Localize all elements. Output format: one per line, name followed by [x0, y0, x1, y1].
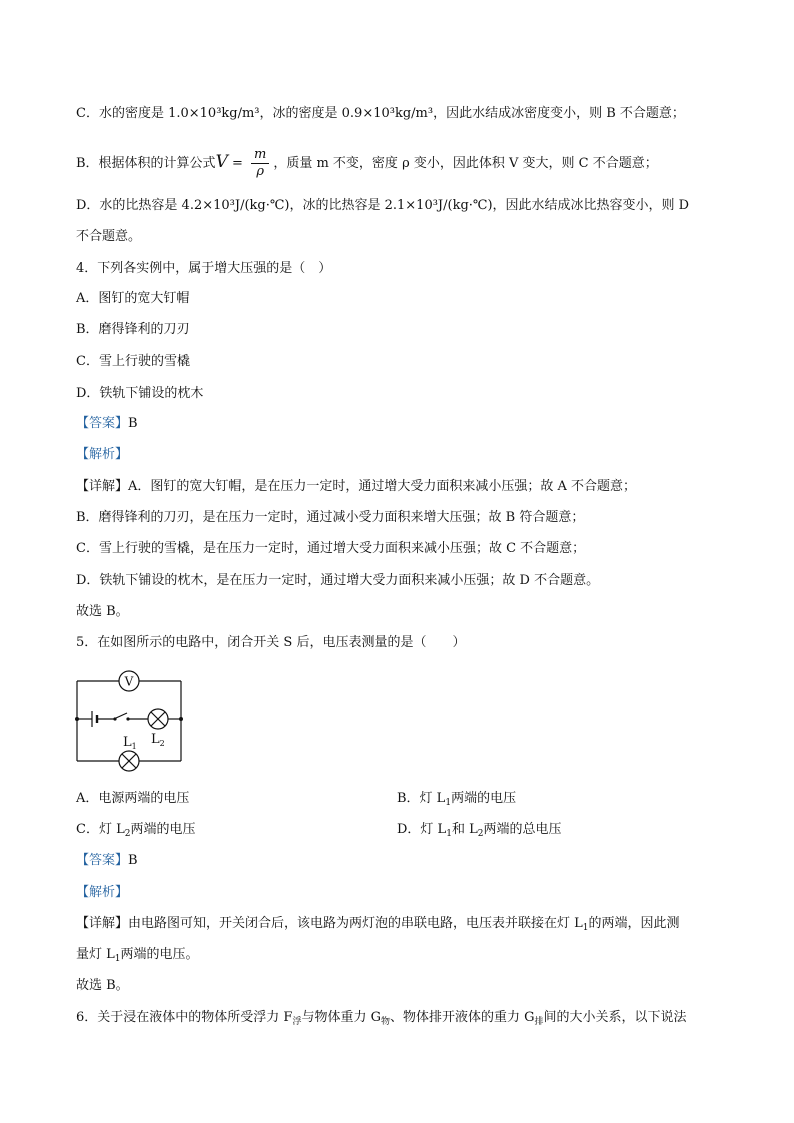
q4-option-a: A．图钉的宽大钉帽 — [76, 291, 190, 306]
lamp-l1-icon — [119, 751, 139, 771]
q6-stem: 6．关于浸在液体中的物体所受浮力 $F_浮$与物体重力 $G_物$、物体排开液体的重力 $G_排$间的大小关系，以下说法 — [76, 1010, 687, 1027]
q5-answer: 【答案】B — [76, 853, 138, 868]
voltmeter-label: V — [124, 674, 134, 689]
detail-label: 【详解】 — [76, 916, 129, 931]
detail-label: 【详解】 — [76, 479, 129, 494]
answer-label: 【答案】 — [76, 416, 129, 431]
q4-option-d: D．铁轨下铺设的枕木 — [76, 386, 204, 401]
q5-stem: 5．在如图所示的电路中，闭合开关 S 后，电压表测量的是（ ） — [76, 635, 466, 650]
q4-analysis-label: 【解析】 — [76, 447, 129, 462]
q3-option-d-line2: 不合题意。 — [76, 229, 142, 244]
q4-detail-c: C．雪上行驶的雪橇，是在压力一定时，通过增大受力面积来减小压强；故 C 不合题意； — [76, 541, 586, 556]
formula-v: V — [215, 152, 228, 172]
label-l2: $L_2$ — [151, 732, 165, 748]
q4-answer: 【答案】B — [76, 416, 138, 431]
q3-option-d-line1: D．水的比热容是 4.2×10³J/(kg·℃)，冰的比热容是 2.1×10³J/(kg·℃)，因此水结成冰比热容变小，则 D — [76, 198, 690, 213]
q4-stem: 4．下列各实例中，属于增大压强的是（ ） — [76, 261, 332, 276]
q5-option-c: C．灯 $L_2$两端的电压 — [76, 822, 196, 839]
circuit-diagram — [70, 668, 190, 778]
q5-analysis-label: 【解析】 — [76, 885, 129, 900]
q4-detail-b: B．磨得锋利的刀刃，是在压力一定时，通过减小受力面积来增大压强；故 B 符合题意； — [76, 510, 585, 525]
q4-option-c: C．雪上行驶的雪橇 — [76, 354, 190, 369]
q5-option-a: A．电源两端的电压 — [76, 791, 190, 806]
lamp-l2-icon — [148, 709, 168, 729]
formula-fraction: $\frac{m}{\rho}$ — [251, 147, 269, 180]
q5-option-b: B．灯 $L_1$两端的电压 — [397, 791, 517, 808]
q3-option-b: B．根据体积的计算公式V = $\frac{m}{\rho}$ ，质量 m 不变，密度 ρ 变小，因此体积 V 变大，则 C 不合题意； — [76, 147, 658, 179]
q4-detail-a: 【详解】A．图钉的宽大钉帽，是在压力一定时，通过增大受力面积来减小压强；故 A 不合题意； — [76, 479, 637, 494]
q5-option-d: D．灯 $L_1$和 $L_2$两端的总电压 — [397, 822, 562, 839]
q5-conclusion: 故选 B。 — [76, 978, 129, 993]
switch-blade — [116, 713, 127, 718]
q4-option-b: B．磨得锋利的刀刃 — [76, 322, 190, 337]
answer-label: 【答案】 — [76, 853, 129, 868]
q5-detail-line2: 量灯 $L_1$两端的电压。 — [76, 947, 199, 964]
q4-conclusion: 故选 B。 — [76, 604, 129, 619]
q3-option-c: C．水的密度是 1.0×10³kg/m³，冰的密度是 0.9×10³kg/m³，因此水结成冰密度变小，则 B 不合题意； — [76, 106, 685, 121]
q5-detail-line1: 【详解】由电路图可知，开关闭合后，该电路为两灯泡的串联电路，电压表并联接在灯 $L_1$的两端，因此测 — [76, 916, 680, 933]
q4-detail-d: D．铁轨下铺设的枕木，是在压力一定时，通过增大受力面积来减小压强；故 D 不合题意。 — [76, 573, 600, 588]
label-l1: $L_1$ — [123, 735, 137, 751]
